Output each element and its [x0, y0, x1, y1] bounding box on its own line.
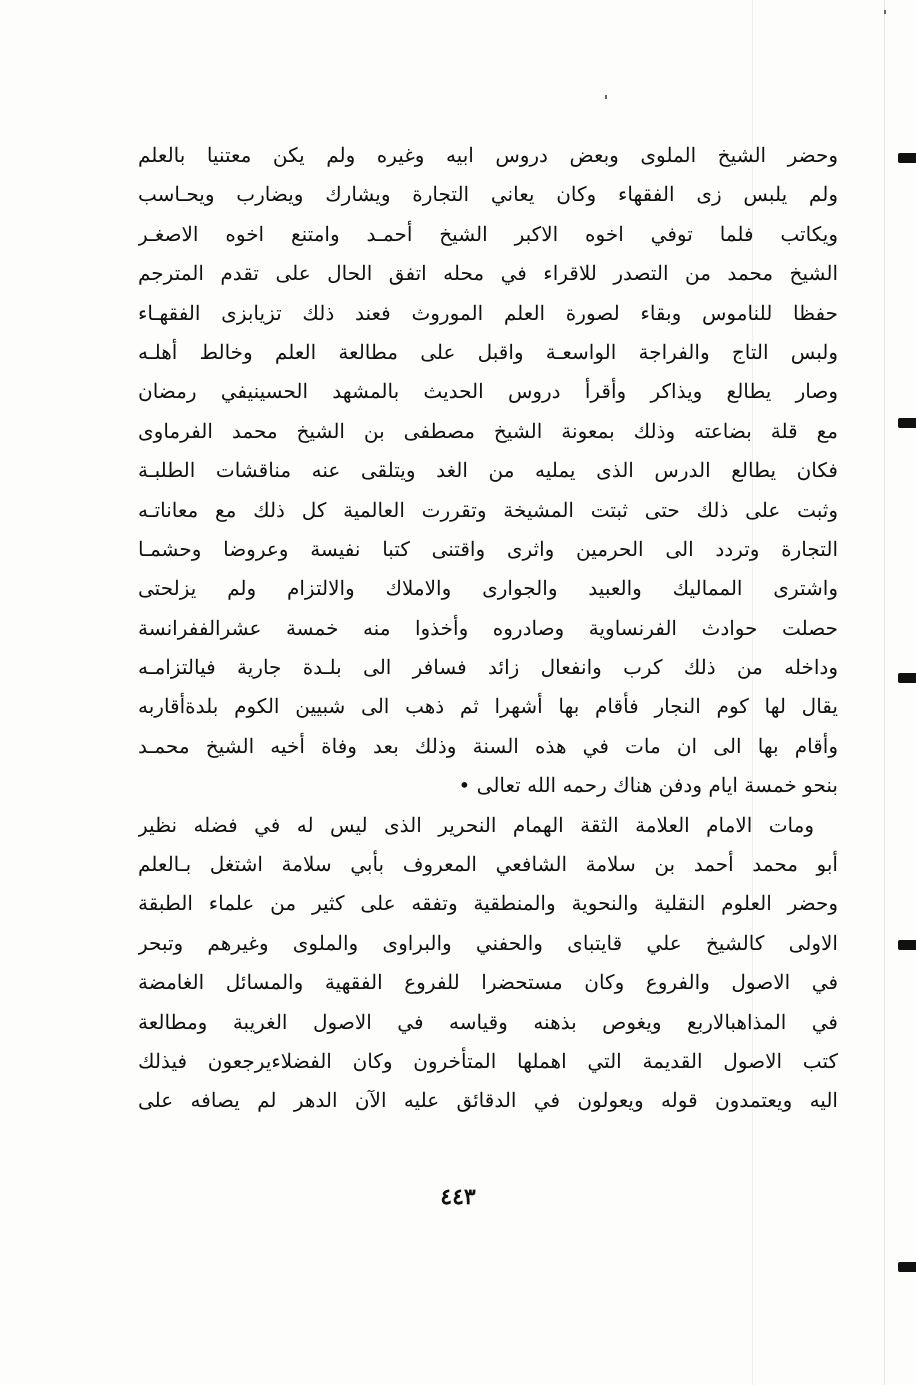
- text-line: أبو محمد أحمد بن سلامة الشافعي المعروف بأبي سلامة اشتغل بـالعلم: [138, 852, 838, 877]
- edge-tab-mark: [898, 418, 916, 428]
- text-line: ولبس التاج والفراجة الواسعـة واقبل على مطالعة العلم وخالط أهلـه: [138, 339, 838, 364]
- text-line: حفظا للناموس وبقاء لصورة العلم الموروث فعند ذلك تزيابزى الفقهـاء: [138, 300, 838, 325]
- text-line: وأقام بها الى ان مات في هذه السنة وذلك بعد وفاة أخيه الشيخ محمـد: [138, 733, 838, 758]
- text-line: وصار يطالع ويذاكر وأقرأ دروس الحديث بالمشهد الحسينيفي رمضان: [138, 379, 838, 404]
- text-line: فكان يطالع الدرس الذى يمليه من الغد ويتلقى عنه مناقشات الطلبـة: [138, 458, 838, 483]
- text-line: ولم يلبس زى الفقهاء وكان يعاني التجارة ويشارك ويضارب ويحـاسب: [138, 182, 838, 207]
- page-fold-line: [884, 0, 885, 1385]
- body-text: [138, 136, 838, 1121]
- text-line: حصلت حوادث الفرنساوية وصادروه وأخذوا منه خمسة عشرالففرانسة: [138, 615, 838, 640]
- text-line: وحضر العلوم النقلية والنحوية والمنطقية وتفقه على كثير من علماء الطبقة: [138, 891, 838, 916]
- text-line: في الاصول والفروع وكان مستحضرا للفروع الفقهية والمسائل الغامضة: [138, 970, 838, 995]
- ink-speck: [605, 95, 607, 99]
- text-line: مع قلة بضاعته وذلك بمعونة الشيخ مصطفى بن الشيخ محمد الفرماوى: [138, 418, 838, 443]
- text-line: يقال لها كوم النجار فأقام بها أشهرا ثم ذهب الى شبيين الكوم بلدةأقاربه: [138, 694, 838, 719]
- text-line: اليه ويعتمدون قوله ويعولون في الدقائق عليه الآن الدهر لم يصافه على: [138, 1088, 838, 1113]
- paragraph-end-line: بنحو خمسة ايام ودفن هناك رحمه الله تعالى •: [458, 773, 838, 798]
- edge-tab-mark: [898, 940, 916, 950]
- text-line: واشترى المماليك والعبيد والجوارى والاملاك والالتزام ولم يزلحتى: [138, 576, 838, 601]
- edge-tab-mark: [898, 1262, 916, 1272]
- text-line: ويكاتب فلما توفي اخوه الاكبر الشيخ أحمـد وامتنع اخوه الاصغـر: [138, 221, 838, 246]
- edge-tab-mark: [898, 673, 916, 683]
- edge-tab-mark: [898, 153, 916, 163]
- text-line: وثبت على ذلك حتى ثبتت المشيخة وتقررت العالمية كل ذلك مع معاناتـه: [138, 497, 838, 522]
- text-line: التجارة وتردد الى الحرمين واثرى واقتنى كتبا نفيسة وعروضا وحشمـا: [138, 536, 838, 561]
- text-line: في المذاهبالاربع ويغوص بذهنه وقياسه في الاصول الغريبة ومطالعة: [138, 1009, 838, 1034]
- text-line: وحضر الشيخ الملوى وبعض دروس ابيه وغيره ولم يكن معتنيا بالعلم: [138, 143, 838, 167]
- text-line: الاولى كالشيخ علي قايتباى والحفني والبراوى والملوى وغيرهم وتبحر: [138, 930, 838, 955]
- ink-speck: [884, 10, 886, 14]
- paragraph-start-line: ومات الامام العلامة الثقة الهمام النحرير الذى ليس له في فضله نظير: [138, 812, 814, 837]
- text-line: وداخله من ذلك كرب وانفعال زائد فسافر الى بلـدة جارية فيالتزامـه: [138, 655, 838, 680]
- text-line: كتب الاصول القديمة التي اهملها المتأخرون وكان الفضلاءيرجعون فيذلك: [138, 1048, 838, 1073]
- text-line: الشيخ محمد من التصدر للاقراء في محله اتفق الحال على تقدم المترجم: [138, 261, 838, 286]
- page-number: ٤٤٣: [440, 1184, 476, 1210]
